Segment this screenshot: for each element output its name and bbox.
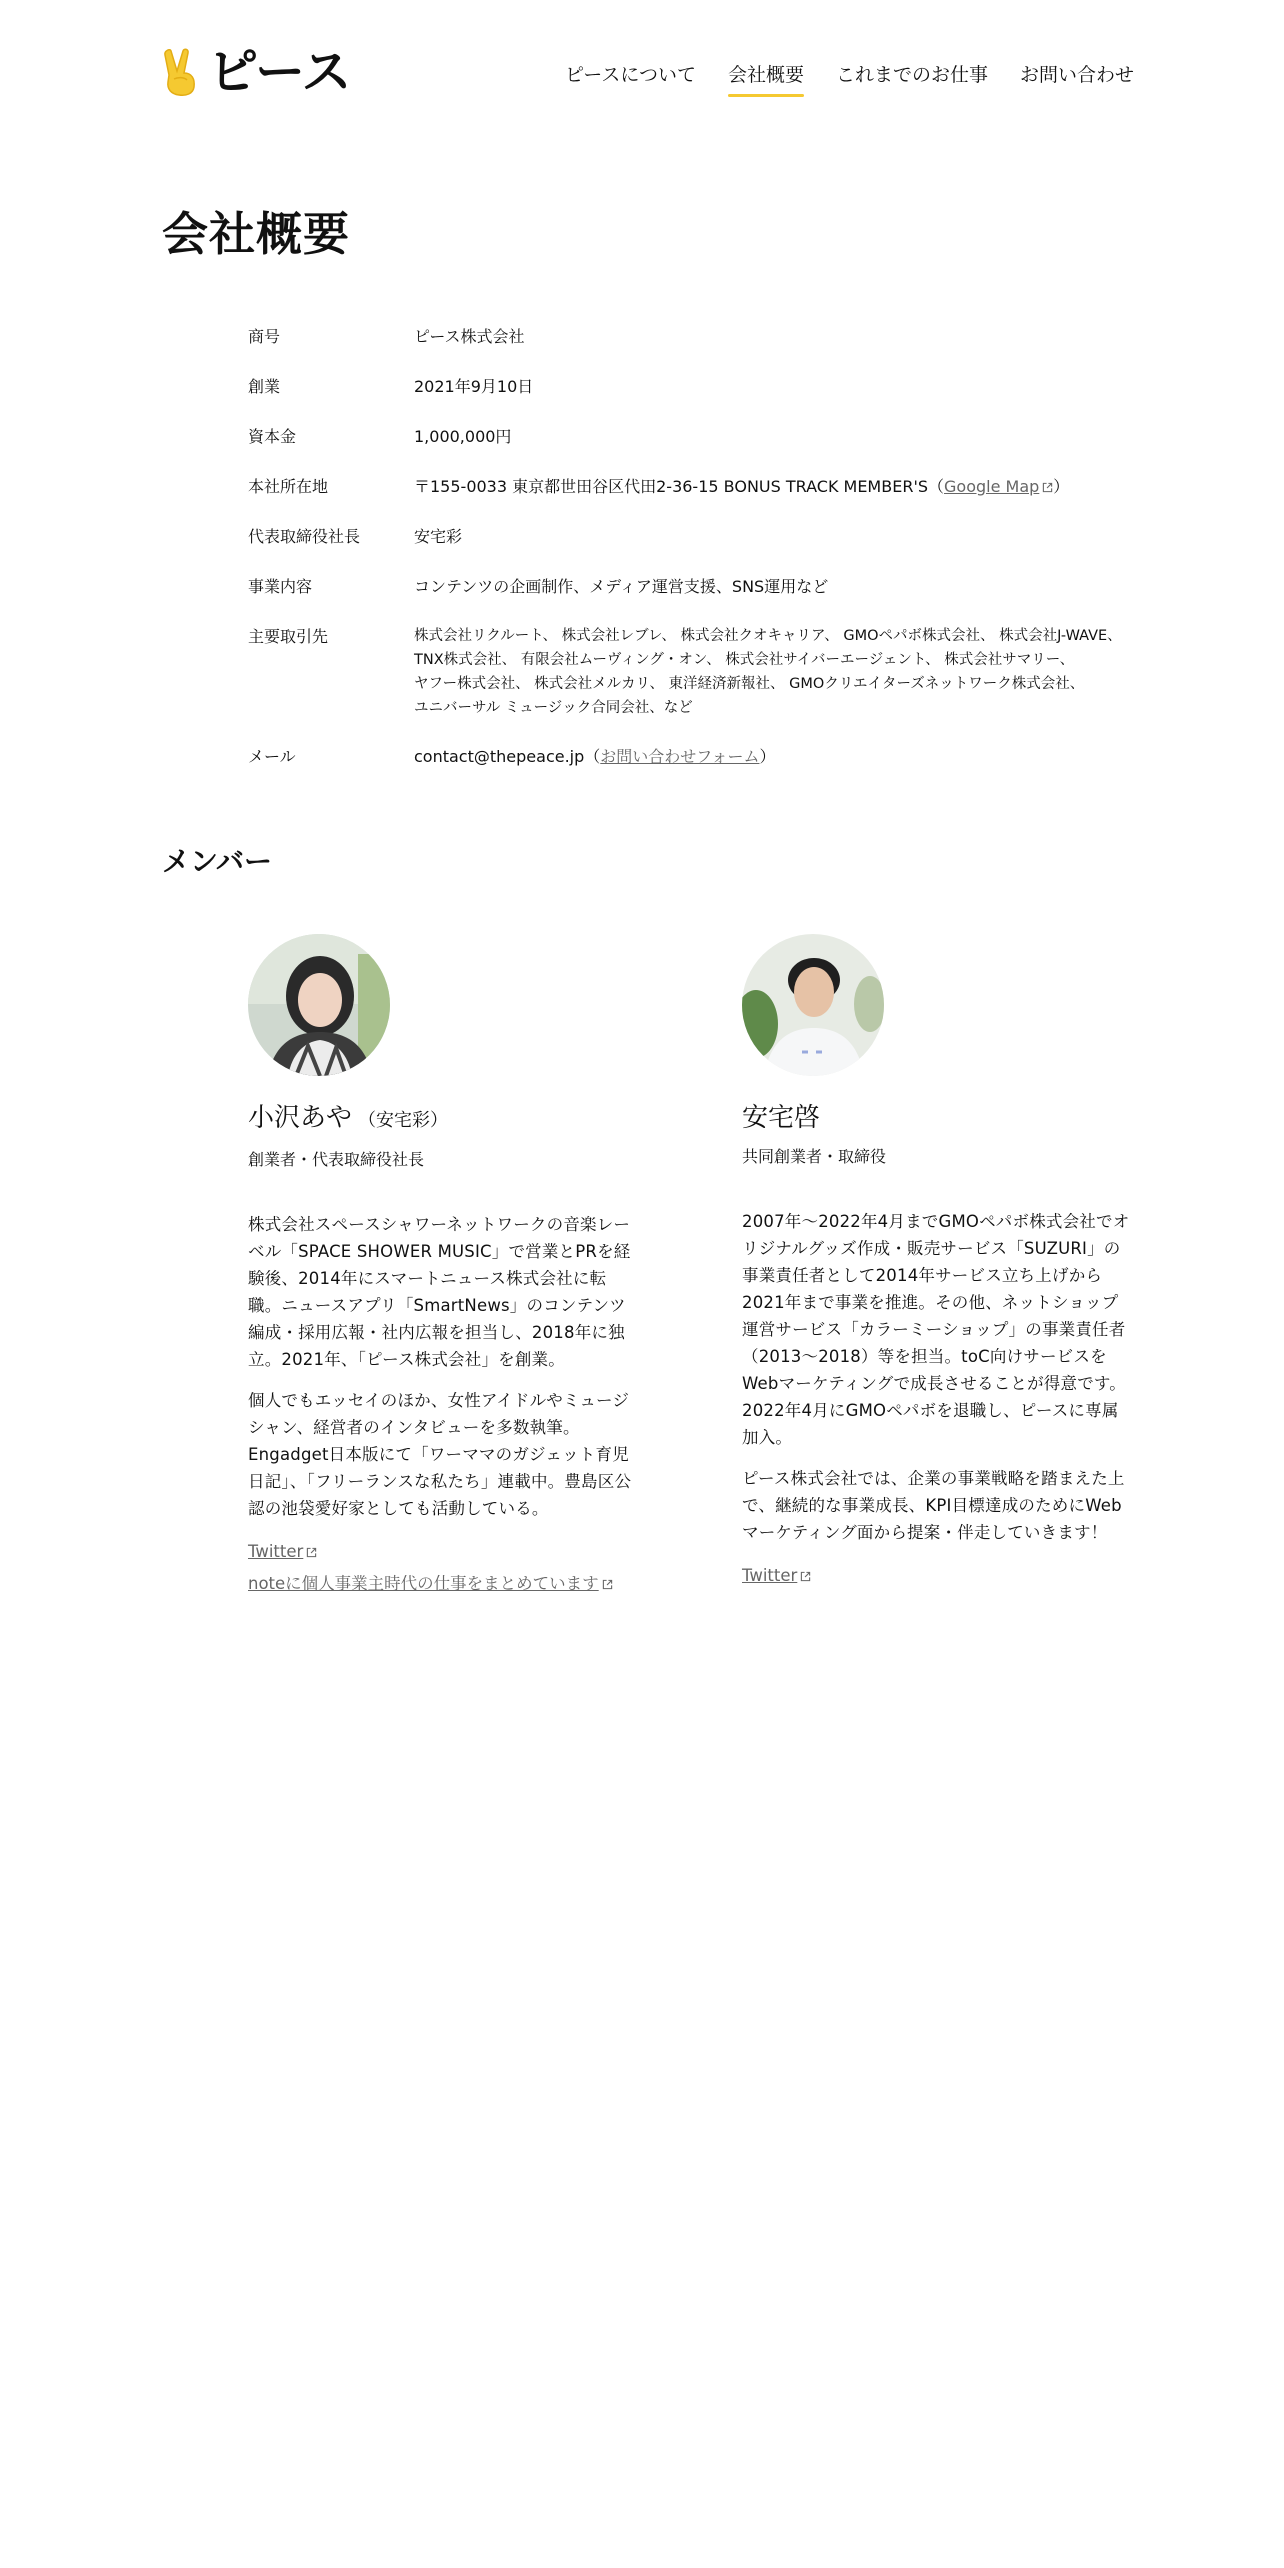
external-link-icon (602, 1579, 613, 1590)
mail-paren-open: （ (584, 747, 601, 766)
member-role: 創業者・代表取締役社長 (248, 1150, 425, 1169)
member-bio: ピース株式会社では、企業の事業戦略を踏まえた上で、継続的な事業成長、KPI目標達成のためにWebマーケティング面から提案・伴走していきます！ (742, 1469, 1125, 1542)
twitter-link-text: Twitter (248, 1542, 304, 1561)
address-cell (414, 474, 1128, 500)
business-value: コンテンツの企画制作、メディア運営支援、SNS運用など (414, 577, 829, 596)
clients-label: 主要取引先 (248, 627, 329, 646)
note-link[interactable] (248, 1568, 638, 1600)
member-bio: 個人でもエッセイのほか、女性アイドルやミュージシャン、経営者のインタビューを多数執筆。Engadget日本版にて「ワーママのガジェット育児日記」、「フリーランスな私たち」連載中。豊島区公認の池袋愛好家としても活動している。 (248, 1391, 632, 1518)
member-card (742, 934, 1132, 1592)
page-title: 会社概要 (162, 207, 350, 261)
ceo-label: 代表取締役社長 (248, 527, 361, 546)
row-trade-name (248, 324, 1128, 350)
member-photo-kei (742, 934, 884, 1076)
row-capital (248, 424, 1128, 450)
twitter-link[interactable] (248, 1536, 638, 1568)
row-clients (248, 624, 1128, 720)
member-role: 共同創業者・取締役 (742, 1147, 887, 1166)
ceo-value: 安宅彩 (414, 527, 463, 546)
clients-line: TNX株式会社、 有限会社ムーヴィング・オン、 株式会社サイバーエージェント、 株式会社サマリー、 (414, 652, 1075, 668)
note-link-text: noteに個人事業主時代の仕事をまとめています (248, 1574, 599, 1593)
logo[interactable] (162, 43, 352, 101)
google-map-link[interactable] (944, 477, 1053, 496)
member-name (248, 1098, 638, 1141)
nav-works[interactable]: これまでのお仕事 (835, 64, 988, 86)
clients-value (414, 624, 1128, 720)
mail-label: メール (248, 747, 296, 766)
nav-contact[interactable]: お問い合わせ (1019, 64, 1134, 86)
clients-line: ヤフー株式会社、 株式会社メルカリ、 東洋経済新報社、 GMOクリエイターズネットワーク株式会社、 (414, 676, 1085, 692)
member-photo-aya (248, 934, 390, 1076)
row-business (248, 574, 1128, 600)
address-value: 〒155-0033 東京都世田谷区代田2-36-15 BONUS TRACK MEMBER'S (414, 477, 928, 496)
member-bio: 2007年〜2022年4月までGMOペパボ株式会社でオリジナルグッズ作成・販売サービス「SUZURI」の事業責任者として2014年サービス立ち上げから2021年まで事業を推進。その他、ネットショップ運営サービス「カラーミーショップ」の事業責任者（2013〜2018）等を担当。toC向けサービスをWebマーケティングで成長させることが得意です。2022年4月にGMOペパボを退職し、ピースに専属加入。 (742, 1212, 1130, 1447)
trade-name-value: ピース株式会社 (414, 327, 525, 346)
address-label: 本社所在地 (248, 477, 329, 496)
nav-about[interactable]: ピースについて (565, 64, 696, 86)
member-bio: 株式会社スペースシャワーネットワークの音楽レーベル「SPACE SHOWER MUSIC」で営業とPRを経験後、2014年にスマートニュース株式会社に転職。ニュースアプリ「SmartNews」のコンテンツ編成・採用広報・社内広報を担当し、2018年に独立。2021年、「ピース株式会社」を創業。 (248, 1215, 631, 1369)
external-link-icon (800, 1571, 811, 1582)
main-nav (533, 60, 1134, 97)
member-alias: （安宅彩） (358, 1110, 449, 1131)
row-address (248, 474, 1128, 500)
twitter-link-text: Twitter (742, 1566, 798, 1585)
external-link-icon (306, 1547, 317, 1558)
google-map-link-text: Google Map (944, 477, 1040, 496)
members-title: メンバー (162, 845, 273, 878)
peace-hand-icon (162, 47, 200, 97)
address-paren-open: （ (928, 477, 945, 496)
business-label: 事業内容 (248, 577, 313, 596)
mail-value: contact@thepeace.jp (414, 747, 585, 766)
member-links (248, 1536, 638, 1600)
member-name-text: 安宅啓 (742, 1103, 821, 1133)
capital-label: 資本金 (248, 427, 297, 446)
row-ceo (248, 524, 1128, 550)
mail-cell (414, 744, 1128, 770)
capital-value: 1,000,000円 (414, 427, 512, 446)
nav-company[interactable]: 会社概要 (728, 60, 804, 97)
logo-text: ピース (208, 43, 351, 101)
trade-name-label: 商号 (248, 327, 281, 346)
mail-paren-close: ） (759, 747, 776, 766)
founded-value: 2021年9月10日 (414, 377, 534, 396)
clients-line: ユニバーサル ミュージック合同会社、など (414, 700, 693, 716)
member-name (742, 1098, 1132, 1138)
clients-line: 株式会社リクルート、 株式会社レブレ、 株式会社クオキャリア、 GMOペパボ株式会社、 株式会社J-WAVE、 (414, 628, 1122, 644)
row-mail (248, 744, 1128, 770)
twitter-link[interactable] (742, 1560, 1132, 1592)
row-founded (248, 374, 1128, 400)
member-links (742, 1560, 1132, 1592)
contact-form-link[interactable]: お問い合わせフォーム (600, 747, 760, 766)
member-card (248, 934, 638, 1600)
external-link-icon (1042, 482, 1053, 493)
founded-label: 創業 (248, 377, 281, 396)
member-name-text: 小沢あや (248, 1103, 353, 1133)
address-paren-close: ） (1053, 477, 1070, 496)
company-info (248, 324, 1128, 794)
